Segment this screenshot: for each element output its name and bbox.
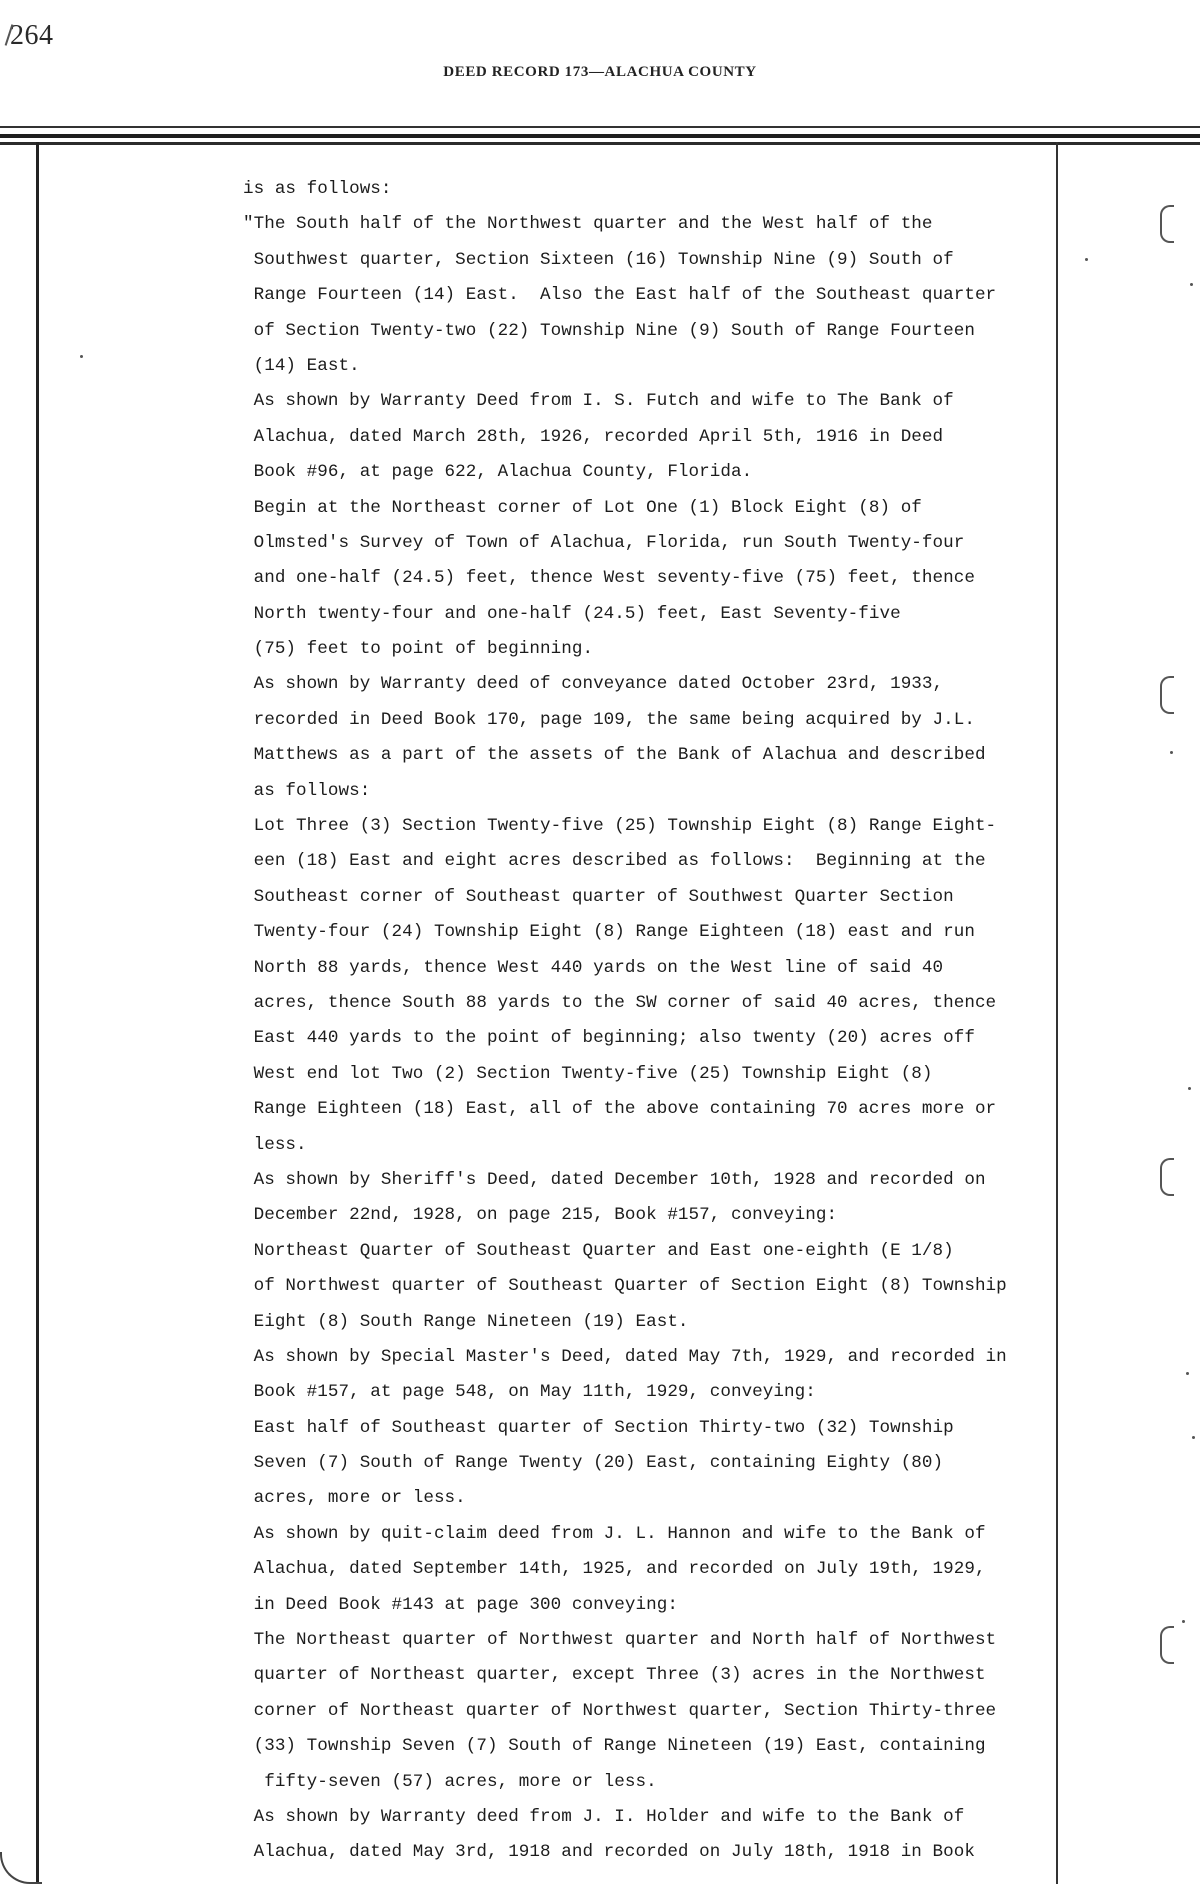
body-line: is as follows:	[243, 179, 392, 199]
scan-speck	[1192, 1436, 1195, 1439]
body-line: "The South half of the Northwest quarter and the West half of the	[243, 214, 933, 235]
body-line: (14) East.	[243, 355, 360, 376]
scan-speck	[80, 355, 83, 358]
body-line: East half of Southeast quarter of Section Thirty-two (32) Township	[243, 1417, 954, 1438]
body-line: December 22nd, 1928, on page 215, Book #157, conveying:	[243, 1205, 838, 1226]
header-rule-middle	[0, 134, 1200, 138]
body-line: East 440 yards to the point of beginning; also twenty (20) acres off	[243, 1028, 975, 1049]
body-line: North 88 yards, thence West 440 yards on the West line of said 40	[243, 957, 944, 978]
body-line: fifty-seven (57) acres, more or less.	[243, 1771, 657, 1792]
header-rule-bottom	[0, 142, 1200, 145]
body-line: quarter of Northeast quarter, except Three (3) acres in the Northwest	[243, 1665, 986, 1686]
body-line: As shown by Special Master's Deed, dated May 7th, 1929, and recorded in	[243, 1346, 1007, 1367]
body-line: Seven (7) South of Range Twenty (20) East, containing Eighty (80)	[243, 1453, 944, 1474]
scan-speck	[1188, 1087, 1191, 1090]
body-line: Alachua, dated September 14th, 1925, and recorded on July 19th, 1929,	[243, 1559, 986, 1580]
deed-body-text	[243, 172, 1043, 1871]
body-line: The Northeast quarter of Northwest quarter and North half of Northwest	[243, 1630, 997, 1651]
body-line: Northeast Quarter of Southeast Quarter and East one-eighth (E 1/8)	[243, 1240, 954, 1261]
body-line: as follows:	[243, 780, 371, 801]
body-line: As shown by Sheriff's Deed, dated December 10th, 1928 and recorded on	[243, 1169, 986, 1190]
page-corner-curve	[0, 1852, 42, 1884]
binder-hole	[1160, 1626, 1174, 1664]
body-line: Range Eighteen (18) East, all of the above containing 70 acres more or	[243, 1099, 997, 1120]
body-line: and one-half (24.5) feet, thence West seventy-five (75) feet, thence	[243, 568, 975, 589]
body-line: Olmsted's Survey of Town of Alachua, Florida, run South Twenty-four	[243, 532, 965, 553]
body-line: less.	[243, 1134, 307, 1155]
body-line: (75) feet to point of beginning.	[243, 639, 594, 660]
left-margin-line	[36, 142, 39, 1884]
body-line: Book #157, at page 548, on May 11th, 1929, conveying:	[243, 1382, 816, 1403]
binder-hole	[1160, 1158, 1174, 1196]
body-line: Eight (8) South Range Nineteen (19) East.	[243, 1311, 689, 1332]
binder-hole	[1160, 676, 1174, 714]
body-line: As shown by Warranty deed from J. I. Holder and wife to the Bank of	[243, 1806, 965, 1827]
body-line: Alachua, dated March 28th, 1926, recorded April 5th, 1916 in Deed	[243, 426, 944, 447]
body-line: (33) Township Seven (7) South of Range Nineteen (19) East, containing	[243, 1736, 986, 1757]
scan-speck	[1170, 751, 1173, 754]
body-line: Book #96, at page 622, Alachua County, Florida.	[243, 462, 753, 483]
body-line: Southwest quarter, Section Sixteen (16) Township Nine (9) South of	[243, 249, 954, 270]
body-line: corner of Northeast quarter of Northwest quarter, Section Thirty-three	[243, 1700, 997, 1721]
body-line: North twenty-four and one-half (24.5) feet, East Seventy-five	[243, 603, 901, 624]
right-margin-line	[1056, 142, 1058, 1884]
body-line: recorded in Deed Book 170, page 109, the same being acquired by J.L.	[243, 709, 975, 730]
body-line: acres, more or less.	[243, 1488, 466, 1509]
scan-speck	[1182, 1620, 1185, 1623]
body-line: Matthews as a part of the assets of the Bank of Alachua and described	[243, 745, 986, 766]
scan-speck	[1190, 283, 1193, 286]
page-header-title: DEED RECORD 173—ALACHUA COUNTY	[443, 64, 757, 80]
body-line: Begin at the Northeast corner of Lot One (1) Block Eight (8) of	[243, 497, 922, 518]
body-line: acres, thence South 88 yards to the SW corner of said 40 acres, thence	[243, 992, 997, 1013]
body-line: Lot Three (3) Section Twenty-five (25) Township Eight (8) Range Eight-	[243, 816, 997, 837]
scan-speck	[1186, 1372, 1189, 1375]
binder-hole	[1160, 205, 1174, 243]
body-line: As shown by quit-claim deed from J. L. Hannon and wife to the Bank of	[243, 1523, 986, 1544]
body-line: West end lot Two (2) Section Twenty-five (25) Township Eight (8)	[243, 1063, 933, 1084]
scan-speck	[1085, 258, 1088, 261]
body-line: een (18) East and eight acres described as follows: Beginning at the	[243, 851, 986, 872]
body-line: of Northwest quarter of Southeast Quarter of Section Eight (8) Township	[243, 1276, 1007, 1297]
body-line: in Deed Book #143 at page 300 conveying:	[243, 1594, 678, 1615]
header-rule-top	[0, 126, 1200, 128]
body-line: Twenty-four (24) Township Eight (8) Range Eighteen (18) east and run	[243, 922, 975, 943]
body-line: of Section Twenty-two (22) Township Nine (9) South of Range Fourteen	[243, 320, 975, 341]
body-line: As shown by Warranty Deed from I. S. Futch and wife to The Bank of	[243, 391, 954, 412]
body-line: Southeast corner of Southeast quarter of Southwest Quarter Section	[243, 886, 954, 907]
body-line: As shown by Warranty deed of conveyance dated October 23rd, 1933,	[243, 674, 944, 695]
body-line: Range Fourteen (14) East. Also the East half of the Southeast quarter	[243, 285, 997, 306]
body-line: Alachua, dated May 3rd, 1918 and recorded on July 18th, 1918 in Book	[243, 1842, 975, 1863]
page-number: 264	[10, 20, 54, 51]
